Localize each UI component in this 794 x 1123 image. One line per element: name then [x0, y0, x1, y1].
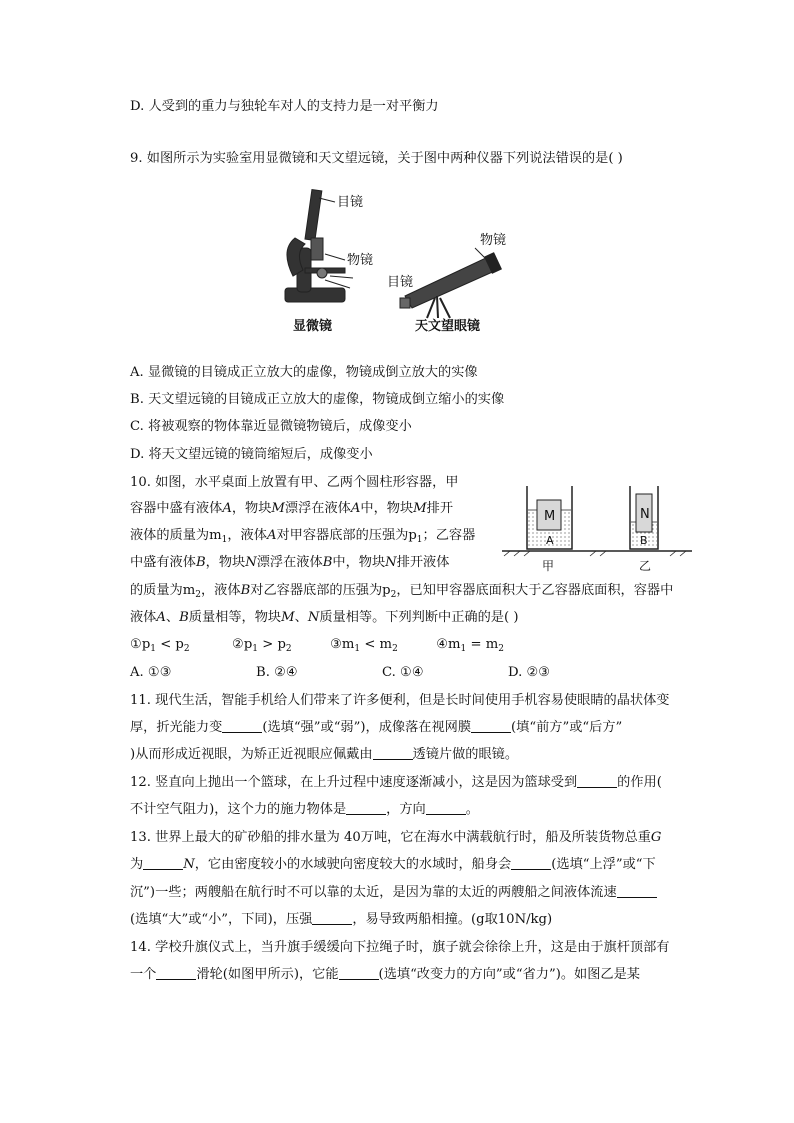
q10-option-d: D. ②③	[508, 665, 551, 680]
q13-line2: 为 N，它由密度较小的水域驶向密度较大的水域时，船身会 (选填“上浮”或“下	[130, 857, 656, 872]
q10-line4: 中盛有液体B，物块N漂浮在液体B中，物块N排开液体	[130, 555, 450, 570]
answer-blank[interactable]	[471, 720, 511, 733]
answer-blank[interactable]	[426, 802, 466, 815]
answer-blank[interactable]	[339, 967, 379, 980]
q9-stem: 9. 如图所示为实验室用显微镜和天文望远镜，关于图中两种仪器下列说法错误的是( )	[130, 151, 623, 166]
q9-option-a: A. 显微镜的目镜成正立放大的虚像，物镜成倒立放大的实像	[130, 365, 478, 380]
answer-blank[interactable]	[373, 747, 413, 760]
answer-blank[interactable]	[312, 912, 352, 925]
q10-choices	[130, 636, 504, 658]
q8-option-d: D. 人受到的重力与独轮车对人的支持力是一对平衡力	[130, 99, 439, 114]
q10-line1: 10. 如图，水平桌面上放置有甲、乙两个圆柱形容器，甲	[130, 475, 459, 490]
answer-blank[interactable]	[577, 775, 617, 788]
q10-line6: 液体A、B质量相等，物块M、N质量相等。下列判断中正确的是( )	[130, 610, 519, 625]
answer-blank[interactable]	[156, 967, 196, 980]
q12-line1: 12. 竖直向上抛出一个篮球，在上升过程中速度逐渐减小，这是因为篮球受到 的作用(	[130, 775, 662, 790]
q10-line3: 液体的质量为$m_1$，液体A对甲容器底部的压强为$p_1$；乙容器	[130, 528, 476, 545]
telescope-caption: 天文望眼镜	[415, 319, 481, 334]
microscope-caption: 显微镜	[293, 319, 333, 334]
answer-blank[interactable]	[143, 857, 183, 870]
q12-line2: 不计空气阻力)，这个力的施力物体是 ，方向 。	[130, 802, 479, 817]
answer-blank[interactable]	[617, 885, 657, 898]
answer-blank[interactable]	[511, 857, 551, 870]
choice-1: $①p_1 < p_2$	[130, 637, 190, 654]
telescope-eyepiece-label: 目镜	[387, 275, 414, 290]
q13-line1: 13. 世界上最大的矿砂船的排水量为 40万吨，它在海水中满载航行时，船及所装货物总重G	[130, 830, 662, 845]
q9-option-d: D. 将天文望远镜的镜筒缩短后，成像变小	[130, 447, 373, 462]
microscope-objective-label: 物镜	[347, 253, 374, 268]
q10-line2: 容器中盛有液体A，物块M漂浮在液体A中，物块M排开	[130, 501, 454, 516]
block-n-label: N	[640, 507, 650, 522]
q11-line3: )从而形成近视眼，为矫正近视眼应佩戴由 透镜片做的眼镜。	[130, 747, 519, 762]
q11-line1: 11. 现代生活，智能手机给人们带来了许多便利，但是长时间使用手机容易使眼睛的晶状体变	[130, 693, 670, 708]
telescope-objective-label: 物镜	[480, 233, 507, 248]
choice-4: $④m_1 = m_2$	[436, 637, 504, 654]
container-jia-label: 甲	[542, 559, 555, 573]
liquid-b-label: B	[640, 534, 648, 547]
q14-line1: 14. 学校升旗仪式上，当升旗手缓缓向下拉绳子时，旗子就会徐徐上升，这是由于旗杆顶部有	[130, 940, 670, 955]
liquid-a-label: A	[546, 534, 554, 547]
answer-blank[interactable]	[222, 720, 262, 733]
q10-option-c: C. ①④	[382, 665, 424, 680]
choice-2: $②p_1 > p_2$	[232, 637, 292, 654]
choice-3: $③m_1 < m_2$	[330, 637, 398, 654]
q10-line5: 的质量为$m_2$，液体B对乙容器底部的压强为$p_2$，已知甲容器底面积大于乙容器底面积，容器中	[130, 583, 674, 600]
q10-figure	[500, 484, 695, 576]
q10-option-b: B. ②④	[256, 665, 298, 680]
q9-option-b: B. 天文望远镜的目镜成正立放大的虚像，物镜成倒立缩小的实像	[130, 392, 505, 407]
q9-option-c: C. 将被观察的物体靠近显微镜物镜后，成像变小	[130, 419, 412, 434]
q10-option-a: A. ①③	[130, 665, 172, 680]
container-yi-label: 乙	[639, 559, 652, 573]
telescope-illustration	[400, 253, 501, 318]
answer-blank[interactable]	[346, 802, 386, 815]
microscope-eyepiece-label: 目镜	[337, 195, 364, 210]
q13-line4: (选填“大”或“小”，下同)，压强 ，易导致两船相撞。(g取10N/kg)	[130, 912, 553, 927]
block-m-label: M	[544, 509, 556, 524]
q14-line2: 一个 滑轮(如图甲所示)，它能 (选填“改变力的方向”或“省力”)。如图乙是某	[130, 967, 640, 982]
q13-line3: 沉”)一些；两艘船在航行时不可以靠的太近，是因为靠的太近的两艘船之间液体流速	[130, 884, 657, 902]
q11-line2: 厚，折光能力变 (选填“强”或“弱”)，成像落在视网膜 (填“前方”或“后方”	[130, 720, 623, 735]
q9-figure	[275, 178, 510, 340]
